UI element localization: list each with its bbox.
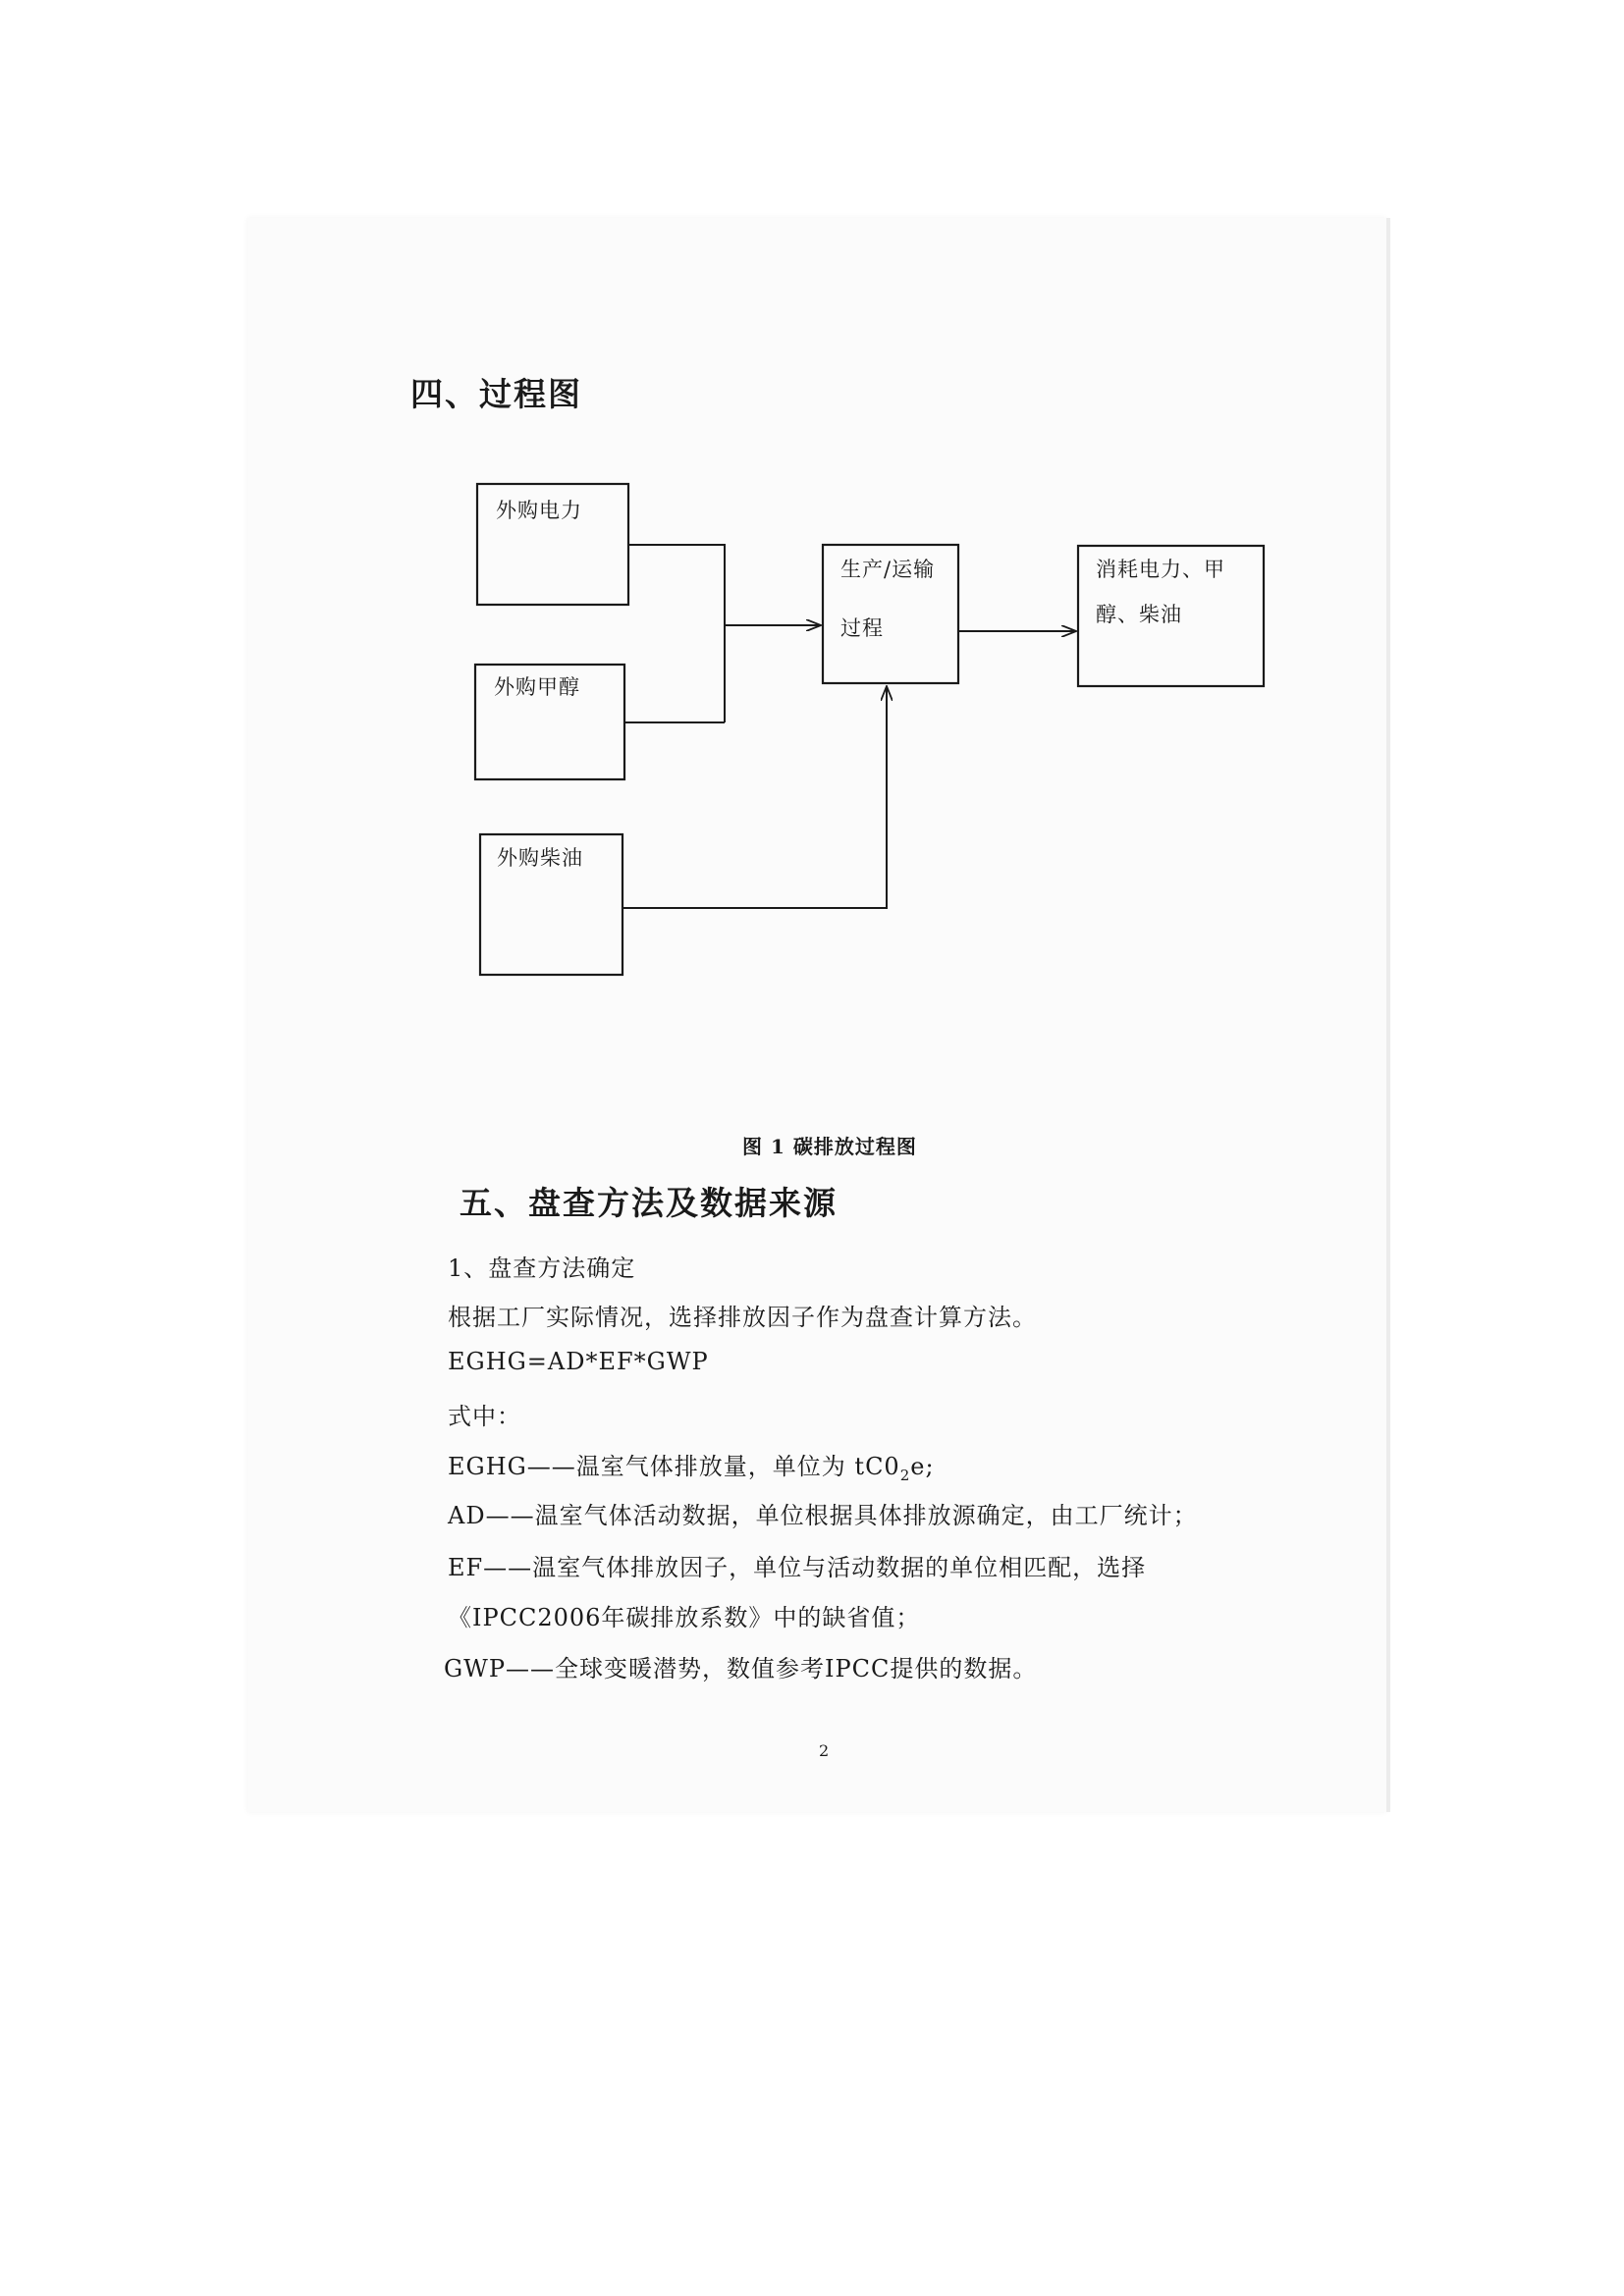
label-process-line-2: 过程 bbox=[840, 616, 884, 640]
label-process-line-1: 生产/运输 bbox=[840, 558, 936, 581]
label-output-line-2: 醇、柴油 bbox=[1096, 603, 1182, 626]
body-line-ipcc: 《IPCC2006年碳排放系数》中的缺省值； bbox=[448, 1604, 921, 1631]
body-line-ad: AD——温室气体活动数据，单位根据具体排放源确定，由工厂统计； bbox=[448, 1502, 1198, 1529]
section-5-heading: 五、盘查方法及数据来源 bbox=[460, 1184, 838, 1222]
page-number: 2 bbox=[819, 1741, 830, 1760]
body-line-method: 根据工厂实际情况，选择排放因子作为盘查计算方法。 bbox=[448, 1304, 1037, 1331]
formula-line: EGHG=AD*EF*GWP bbox=[448, 1348, 709, 1375]
label-purchased-diesel: 外购柴油 bbox=[497, 846, 583, 870]
body-line-ef: EF——温室气体排放因子，单位与活动数据的单位相匹配，选择 bbox=[448, 1554, 1147, 1581]
label-purchased-electricity: 外购电力 bbox=[496, 499, 582, 522]
figure-caption: 图 1 碳排放过程图 bbox=[742, 1135, 917, 1158]
body-line-where: 式中： bbox=[448, 1403, 521, 1430]
body-line-gwp: GWP——全球变暖潜势，数值参考IPCC提供的数据。 bbox=[444, 1655, 1038, 1682]
section-4-heading: 四、过程图 bbox=[410, 375, 582, 413]
eghg-subscript: 2 bbox=[899, 1466, 911, 1484]
subsection-heading: 1、盘查方法确定 bbox=[448, 1255, 636, 1282]
eghg-prefix: EGHG——温室气体排放量，单位为 tC0 bbox=[448, 1453, 900, 1480]
arrow-diesel-to-process bbox=[623, 686, 887, 908]
label-output-line-1: 消耗电力、甲 bbox=[1096, 558, 1225, 581]
eghg-suffix: e; bbox=[910, 1453, 935, 1480]
body-line-eghg bbox=[448, 1447, 935, 1484]
label-purchased-methanol: 外购甲醇 bbox=[494, 675, 580, 699]
connector-electricity bbox=[628, 545, 725, 722]
